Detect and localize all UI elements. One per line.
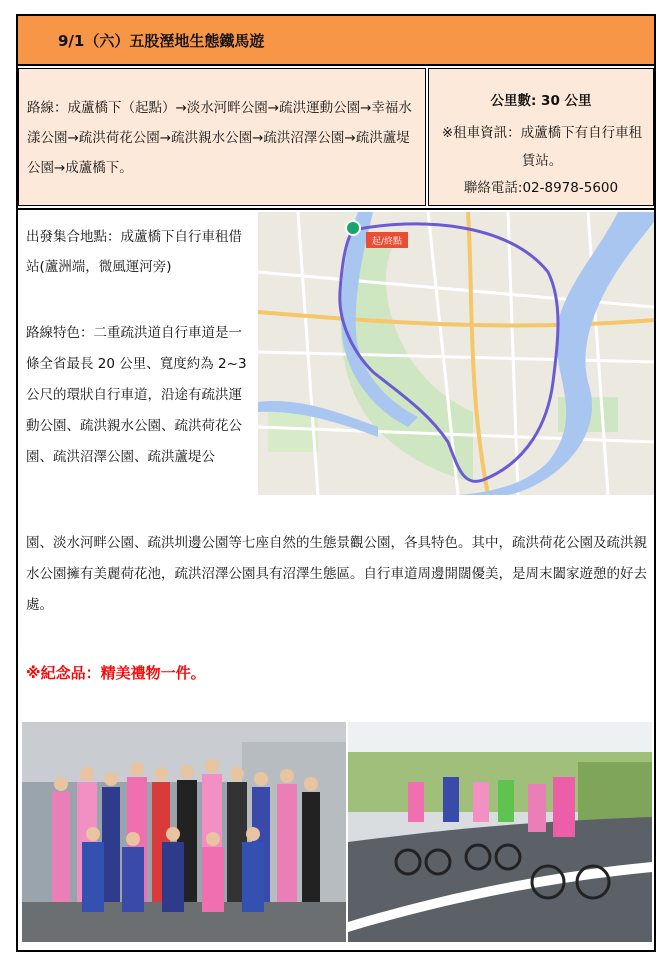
group-photo-image (22, 722, 346, 942)
map-graphic (258, 212, 654, 495)
riding-photo (348, 722, 652, 942)
route-feature-continued: 園、淡水河畔公園、疏洪圳邊公園等七座自然的生態景觀公園，各具特色。其中，疏洪荷花公園及疏洪親水公園擁有美麗荷花池，疏洪沼澤公園具有沼澤生態區。自行車道周邊開闊優美，是周末闔家遊憩的好去處。 (26, 535, 647, 613)
route-description: 路線：成蘆橋下（起點）→淡水河畔公園→疏洪運動公園→幸福水漾公園→疏洪荷花公園→疏洪親水公園→疏洪沼澤公園→疏洪蘆堤公園→成蘆橋下。 (27, 100, 412, 176)
route-map (258, 212, 654, 495)
distance-text: 公里數: 30 公里 (490, 93, 592, 109)
riding-photo-image (348, 722, 652, 942)
route-feature: 路線特色：二重疏洪道自行車道是一條全省最長 20 公里、寬度約為 2~3 公尺的環狀自行車道，沿途有疏洪運動公園、疏洪親水公園、疏洪荷花公園、疏洪沼澤公園、疏洪蘆堤公 (26, 325, 247, 465)
title-banner (18, 16, 654, 66)
phone-number: 聯絡電話:02-8978-5600 (463, 180, 619, 196)
group-photo (22, 722, 346, 942)
rental-info: ※租車資訊：成蘆橋下有自行車租賃站。 (441, 125, 643, 169)
souvenir-note: ※紀念品：精美禮物一件。 (26, 664, 206, 682)
info-box (428, 68, 654, 206)
meeting-point: 出發集合地點：成蘆橋下自行車租借站(蘆洲端，微風運河旁) (26, 229, 242, 275)
route-box (18, 68, 426, 206)
page-title: 9/1（六）五股溼地生態鐵馬遊 (58, 32, 265, 50)
map-marker-label: 起/終點 (371, 237, 403, 247)
section-divider (18, 208, 654, 210)
